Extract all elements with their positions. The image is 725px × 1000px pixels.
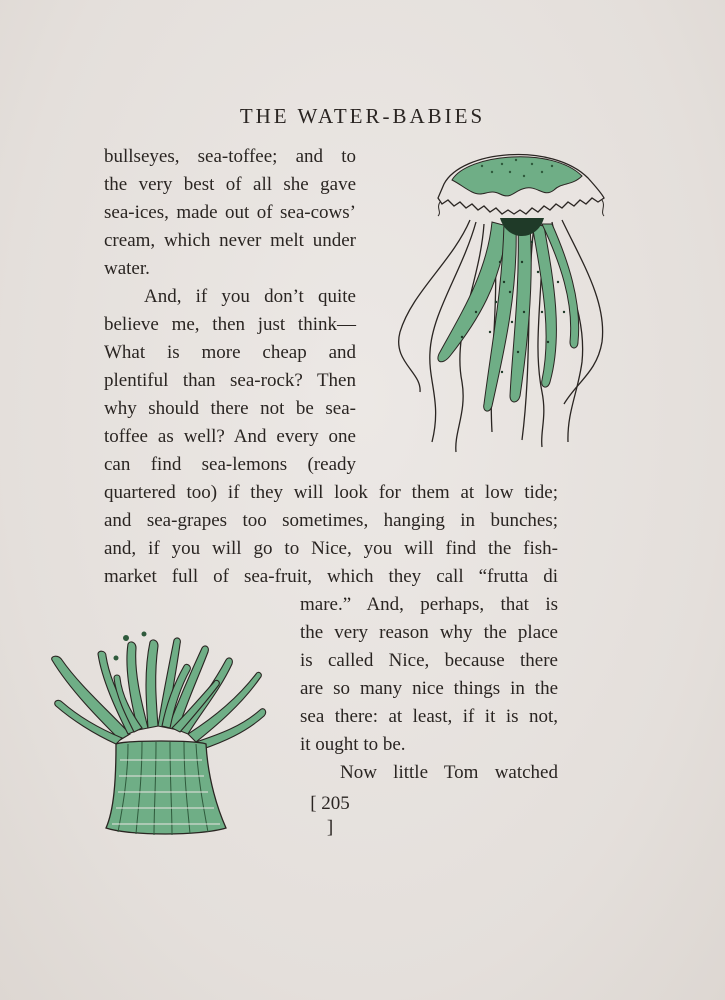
text-line: bullseyes, sea-toffee; and to bbox=[104, 146, 356, 167]
text-line: And, if you don’t quite bbox=[144, 286, 356, 307]
text-line: can find sea-lemons (ready bbox=[104, 454, 356, 475]
text-line: and sea-grapes too sometimes, hanging in bunches; bbox=[104, 510, 558, 531]
text-line: water. bbox=[104, 258, 150, 279]
text-line: the very best of all she gave bbox=[104, 174, 356, 195]
jellyfish-illustration bbox=[392, 142, 614, 454]
text-line: mare.” And, perhaps, that is bbox=[300, 594, 558, 615]
text-line: plentiful than sea-rock? Then bbox=[104, 370, 356, 391]
text-line: why should there not be sea- bbox=[104, 398, 356, 419]
text-line: and, if you will go to Nice, you will find the fish- bbox=[104, 538, 558, 559]
text-line: What is more cheap and bbox=[104, 342, 356, 363]
running-head: THE WATER-BABIES bbox=[239, 104, 486, 128]
text-line: the very reason why the place bbox=[300, 622, 558, 643]
sea-anemone-illustration bbox=[50, 630, 270, 840]
text-line: sea-ices, made out of sea-cows’ bbox=[104, 202, 356, 223]
text-line: sea there: at least, if it is not, bbox=[300, 706, 558, 727]
page-number: [ 205 ] bbox=[310, 793, 350, 838]
text-line: quartered too) if they will look for them at low tide; bbox=[104, 482, 558, 503]
text-line: cream, which never melt under bbox=[104, 230, 356, 251]
text-line: Now little Tom watched bbox=[340, 762, 558, 783]
text-line: are so many nice things in the bbox=[300, 678, 558, 699]
text-line: believe me, then just think— bbox=[104, 314, 356, 335]
text-line: toffee as well? And every one bbox=[104, 426, 356, 447]
text-line: it ought to be. bbox=[300, 734, 406, 755]
text-line: market full of sea-fruit, which they call “frutta di bbox=[104, 566, 558, 587]
text-line: is called Nice, because there bbox=[300, 650, 558, 671]
